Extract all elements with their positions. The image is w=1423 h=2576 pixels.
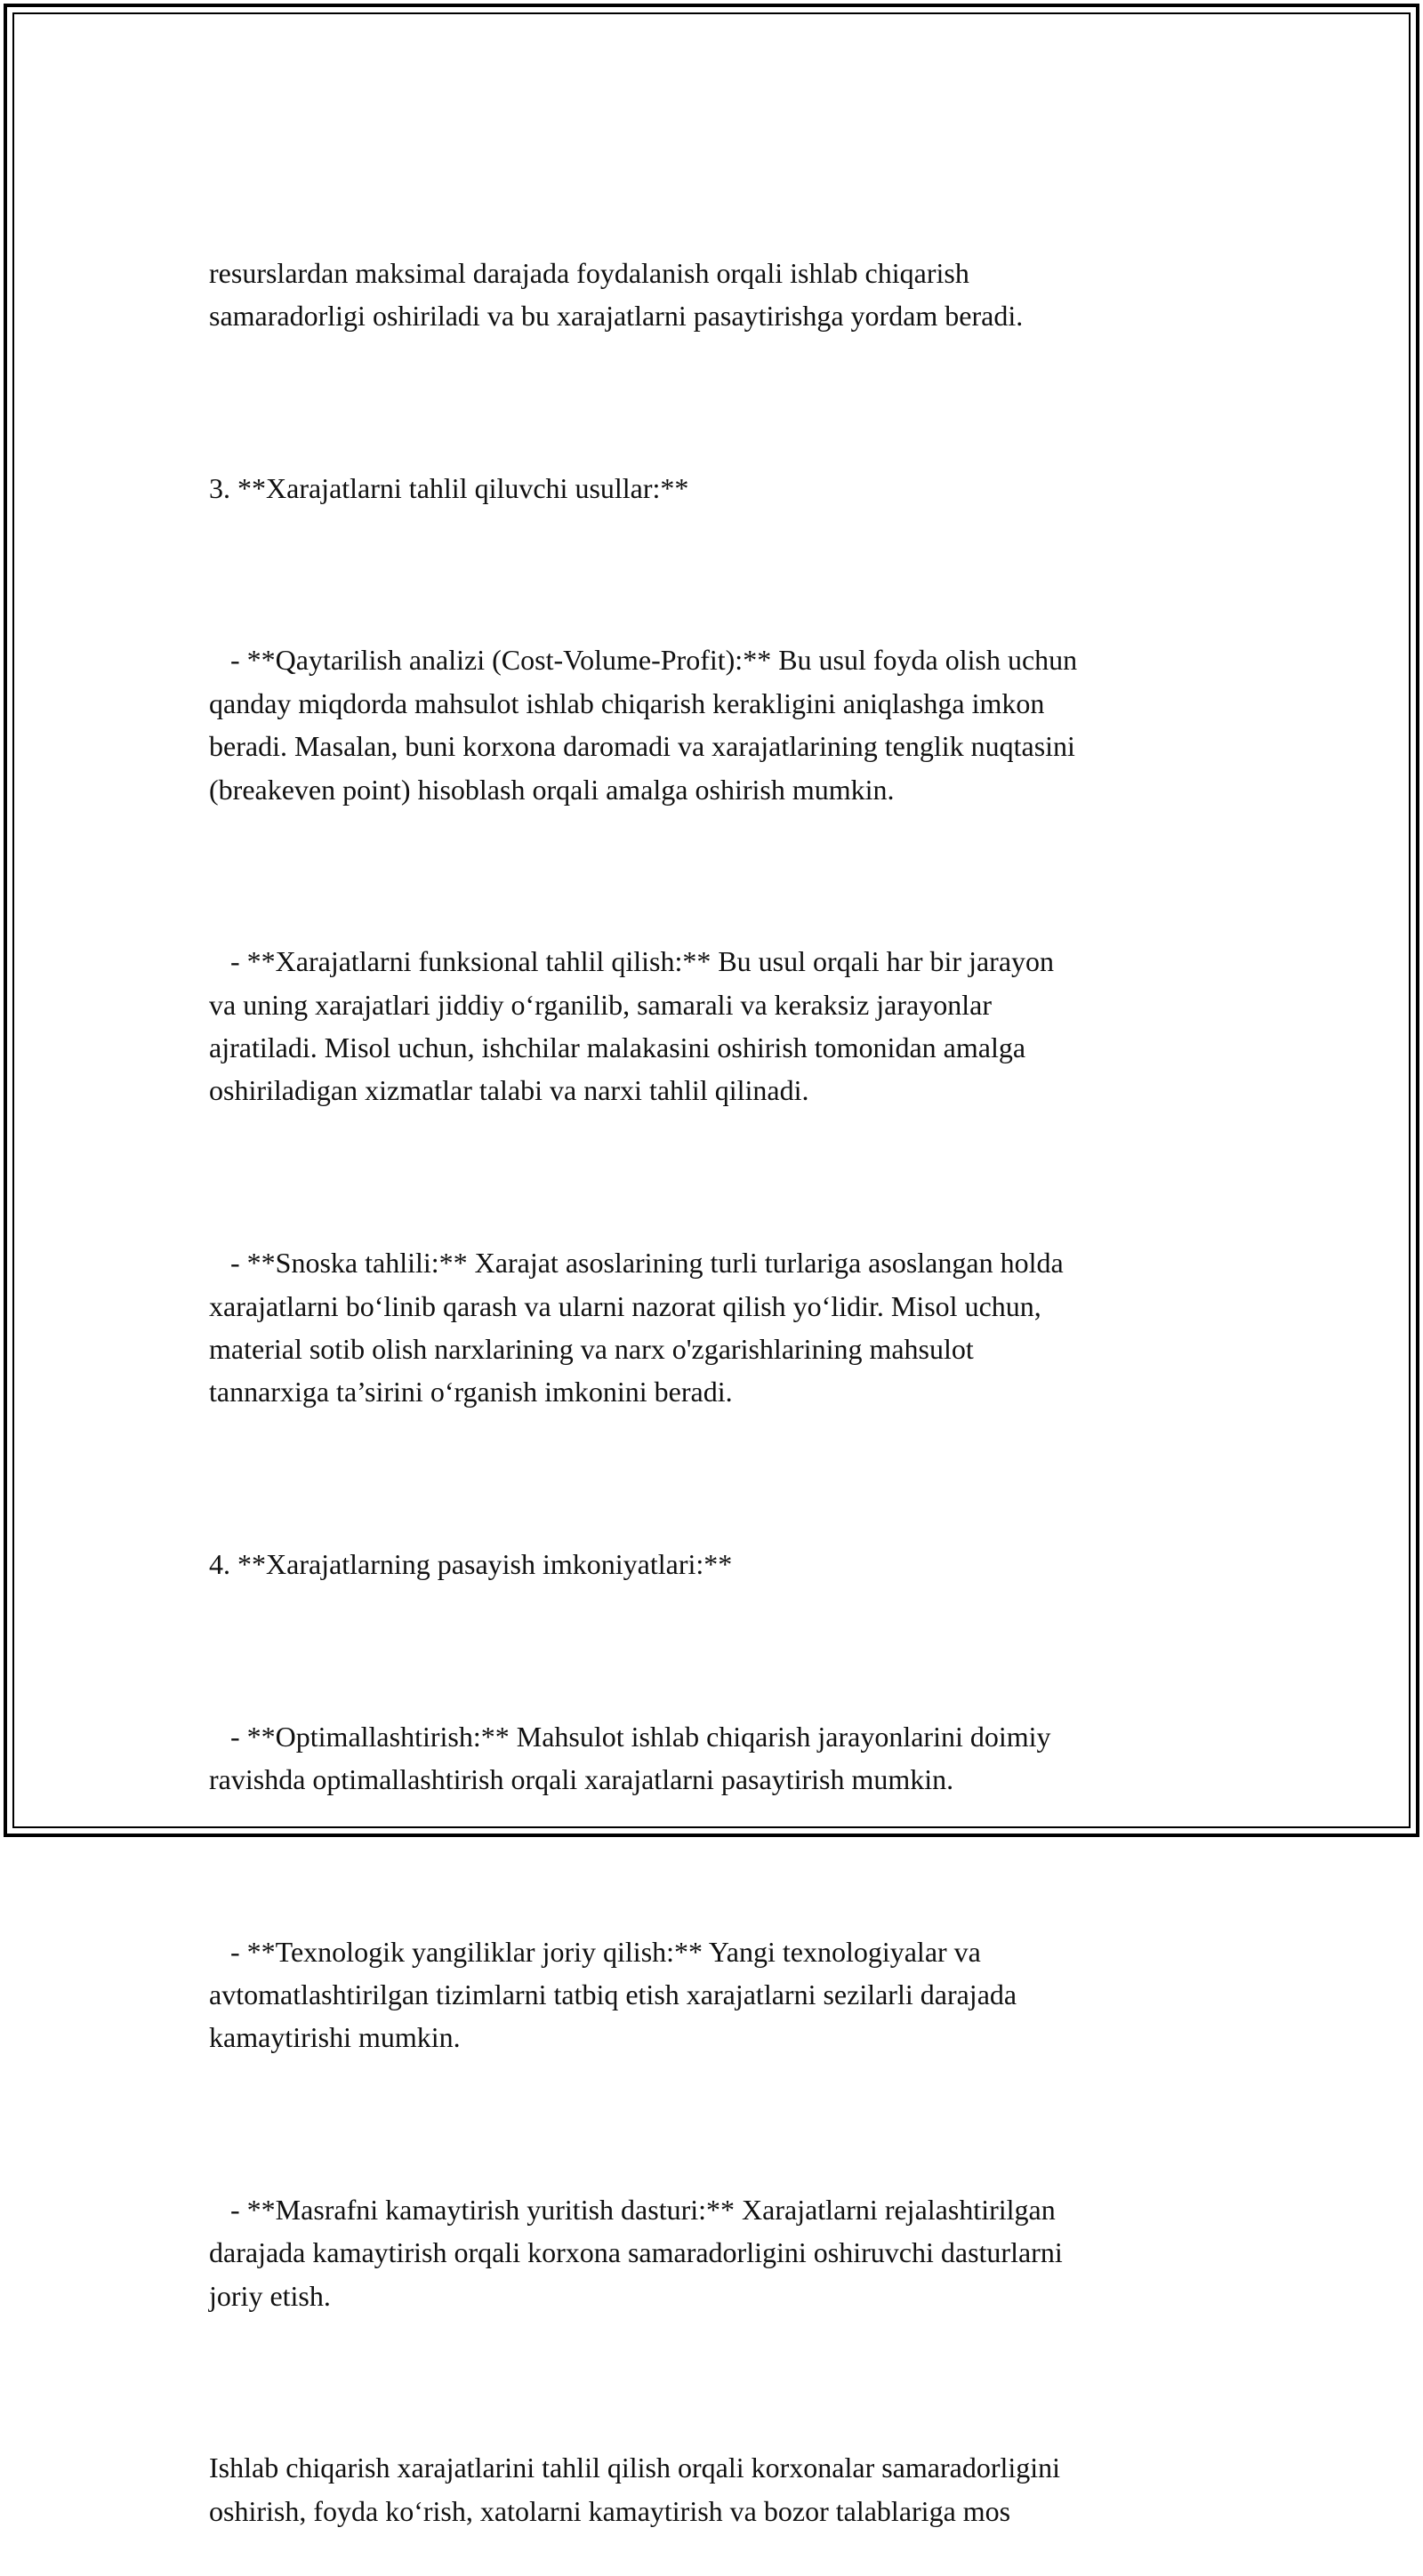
list-item-expense-reduction-program: - **Masrafni kamaytirish yuritish dasturi:** Xarajatlarni rejalashtirilgan darajada kamaytirish orqali korxona samaradorligini oshiruvchi dasturlarni joriy etish. — [209, 2193, 1063, 2312]
paragraph-conclusion: Ishlab chiqarish xarajatlarini tahlil qilish orqali korxonalar samaradorligini oshirish, foyda ko‘rish, xatolarni kamaytirish va bozor talablariga mos — [209, 2452, 1061, 2527]
list-item-technology-innovations: - **Texnologik yangiliklar joriy qilish:** Yangi texnologiyalar va avtomatlashtirilgan tizimlarni tatbiq etish xarajatlarni sezilarli darajada kamaytirishi mumkin. — [209, 1935, 1017, 2054]
list-item-functional-analysis: - **Xarajatlarni funksional tahlil qilish:** Bu usul orqali har bir jarayon va uning xarajatlari jiddiy o‘rganilib, samarali va keraksiz jarayonlar ajratiladi. Misol uchun, ishchilar malakasini oshirish tomonidan amalga oshiriladigan xizmatlar talabi va narxi tahlil qilinadi. — [209, 945, 1055, 1107]
list-item-cost-volume-profit: - **Qaytarilish analizi (Cost-Volume-Profit):** Bu usul foyda olish uchun qanday miqdorda mahsulot ishlab chiqarish kerakligini aniqlashga imkon beradi. Masalan, buni korxona daromadi va xarajatlarining tenglik nuqtasini (breakeven point) hisoblash orqali amalga oshirish mumkin. — [209, 644, 1078, 806]
list-item-snoska-analysis: - **Snoska tahlili:** Xarajat asoslarining turli turlariga asoslangan holda xarajatlarni bo‘linib qarash va ularni nazorat qilish yo‘lidir. Misol uchun, material sotib olish narxlarining va narx o'zgarishlarining mahsulot tannarxiga ta’sirini o‘rganish imkonini beradi. — [209, 1247, 1064, 1408]
paragraph-resources-efficiency: resurslardan maksimal darajada foydalanish orqali ishlab chiqarish samaradorligi oshiriladi va bu xarajatlarni pasaytirishga yordam beradi. — [209, 256, 1024, 333]
heading-cost-reduction-opportunities: 4. **Xarajatlarning pasayish imkoniyatlari:** — [209, 1547, 733, 1580]
document-body — [209, 165, 1241, 2576]
list-item-optimization: - **Optimallashtirish:** Mahsulot ishlab chiqarish jarayonlarini doimiy ravishda optimallashtirish orqali xarajatlarni pasaytirish mumkin. — [209, 1720, 1051, 1795]
heading-cost-analysis-methods: 3. **Xarajatlarni tahlil qiluvchi usullar:** — [209, 471, 689, 504]
